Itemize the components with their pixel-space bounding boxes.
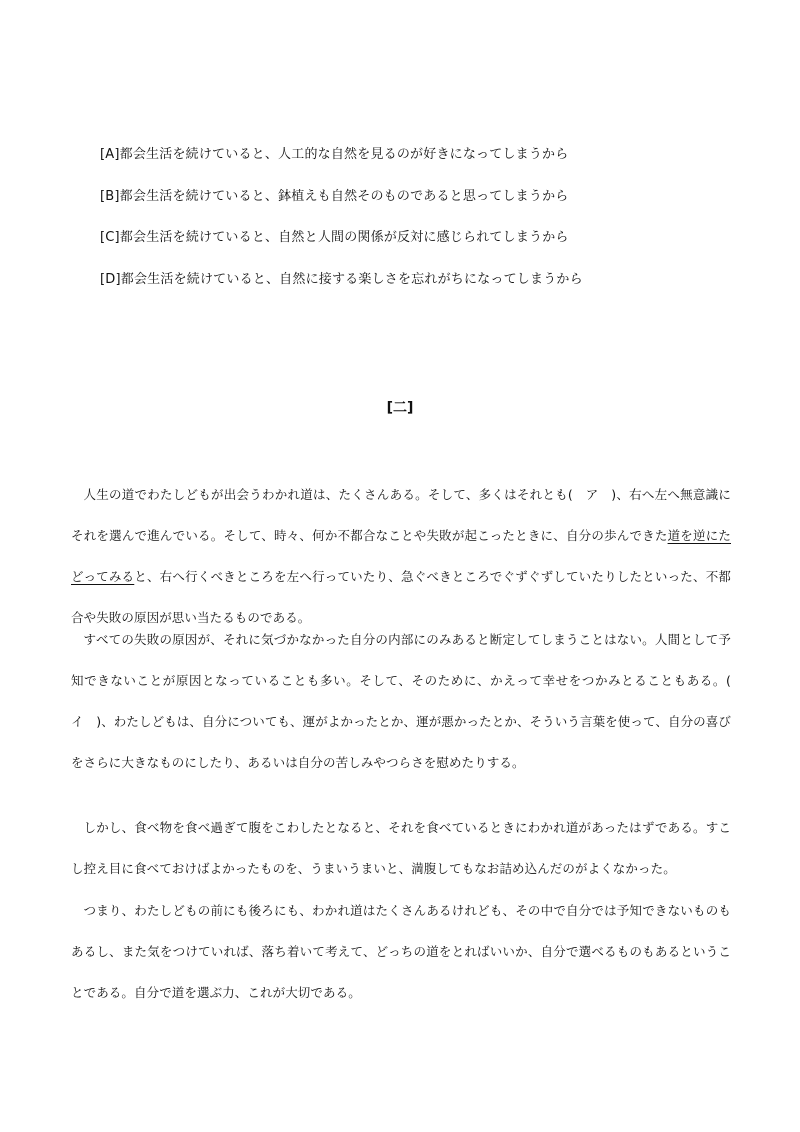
option-text: 都会生活を続けていると、自然に接する楽しさを忘れがちになってしまうから <box>120 272 583 287</box>
section-heading: [二] <box>386 400 414 416</box>
passage-paragraph-3: しかし、食べ物を食べ過ぎて腹をこわしたとなると、それを食べているときにわかれ道があったはずである。すこし控え目に食べておけばよかったものを、うまいうまいと、満腹してもなお詰め込んだのがよくなかった。 <box>71 820 731 876</box>
option-label: [D] <box>100 272 121 287</box>
option-label: [B] <box>100 189 120 204</box>
answer-option-c <box>100 229 569 247</box>
option-text: 都会生活を続けていると、鉢植えも自然そのものであると思ってしまうから <box>119 189 569 204</box>
option-text: 都会生活を続けていると、人工的な自然を見るのが好きになってしまうから <box>119 147 569 162</box>
paragraph-text: と、右へ行くべきところを左へ行っていたり、急ぐべきところでぐずぐずしていたりしたといった、不都合や失敗の原因が思い当たるものである。 <box>71 569 731 625</box>
answer-option-d <box>100 271 583 289</box>
passage-paragraph-4: つまり、わたしどもの前にも後ろにも、わかれ道はたくさんあるけれども、その中で自分では予知できないものもあるし、また気をつけていれば、落ち着いて考えて、どっちの道をとればいいか、自分で選べるものもあるということである。自分で道を選ぶ力、これが大切である。 <box>71 903 731 1000</box>
answer-option-a <box>100 146 568 164</box>
underlined-phrase: 道を逆にたどってみる <box>71 528 731 584</box>
option-text: 都会生活を続けていると、自然と人間の関係が反対に感じられてしまうから <box>119 230 569 245</box>
passage-paragraph-1 <box>71 474 731 638</box>
paragraph-text: 人生の道でわたしどもが出会うわかれ道は、たくさんある。そして、多くはそれとも( ア )、右へ左へ無意識にそれを選んで進んでいる。そして、時々、何か不都合なことや失敗が起こったときに、自分の歩んできた <box>71 487 731 543</box>
option-label: [A] <box>100 147 120 162</box>
option-label: [C] <box>100 230 120 245</box>
answer-option-b <box>100 188 568 206</box>
passage-paragraph-2: すべての失敗の原因が、それに気づかなかった自分の内部にのみあると断定してしまうことはない。人間として予知できないことが原因となっていることも多い。そして、そのために、かえって幸せをつかみとることもある。( イ )、わたしどもは、自分についても、運がよかったとか、運が悪かったとか、そういう言葉を使って、自分の喜びをさらに大きなものにしたり、あるいは自分の苦しみやつらさを慰めたりする。 <box>71 632 744 770</box>
